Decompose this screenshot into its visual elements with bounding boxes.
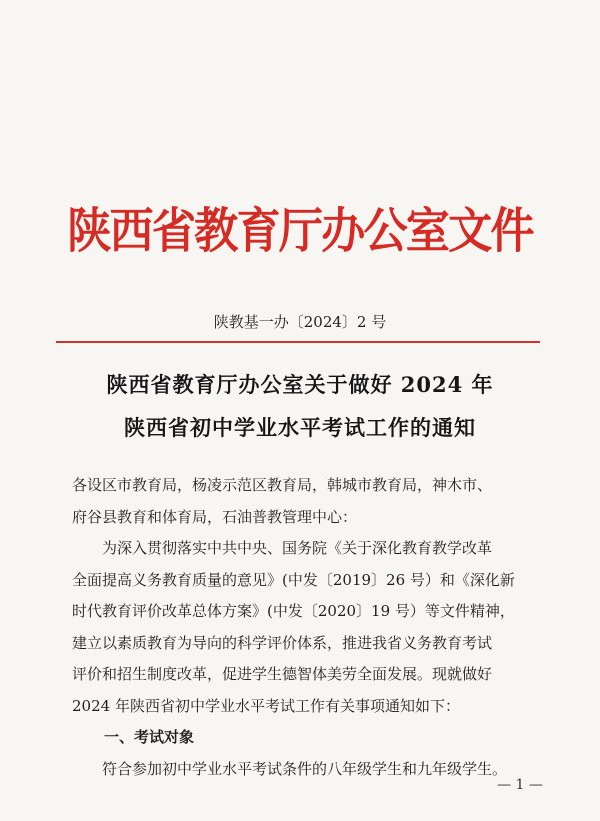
section-1-heading: 一、考试对象 xyxy=(104,728,195,746)
page-number: — 1 — xyxy=(497,777,543,793)
section-1-text: 符合参加初中学业水平考试条件的八年级学生和九年级学生。 xyxy=(72,759,508,778)
red-separator-line xyxy=(56,341,540,343)
body-line: 时代教育评价改革总体方案》(中发〔2020〕19 号）等文件精神， xyxy=(72,602,515,620)
document-number: 陕教基一办〔2024〕2 号 xyxy=(213,313,387,331)
document-header-title: 陕西省教育厅办公室文件 xyxy=(67,203,533,259)
body-line: 全面提高义务教育质量的意见》(中发〔2019〕26 号）和《深化新 xyxy=(72,570,515,589)
body-line: 2024 年陕西省初中学业水平考试工作有关事项通知如下： xyxy=(72,696,460,715)
body-line: 建立以素质教育为导向的科学评价体系，推进我省义务教育考试 xyxy=(72,633,493,652)
body-line: 各设区市教育局，杨凌示范区教育局，韩城市教育局，神木市、 xyxy=(72,476,493,494)
body-line: 府谷县教育和体育局，石油普教管理中心： xyxy=(72,507,358,526)
notice-title-line-1: 陕西省教育厅办公室关于做好 2024 年 xyxy=(106,372,494,397)
notice-title-line-2: 陕西省初中学业水平考试工作的通知 xyxy=(124,415,476,440)
body-line: 为深入贯彻落实中共中央、国务院《关于深化教育教学改革 xyxy=(72,539,493,557)
body-line: 评价和招生制度改革，促进学生德智体美劳全面发展。现就做好 xyxy=(72,665,493,683)
